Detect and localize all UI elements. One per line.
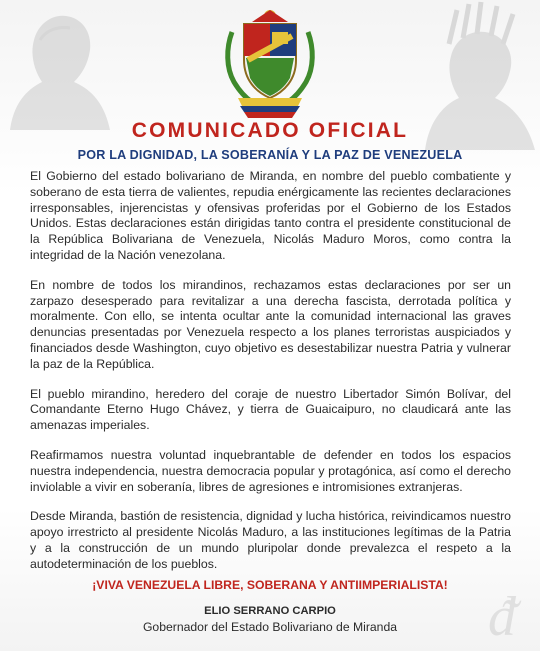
bolivar-portrait-watermark — [0, 0, 120, 130]
communique-body — [30, 169, 511, 587]
decorative-script-watermark: ᵭ — [488, 586, 518, 648]
paragraph-1: El Gobierno del estado bolivariano de Miranda, en nombre del pueblo combatiente y soberano de esta tierra de valientes, repudia enérgicamente las recientes declaraciones irresponsables, injerencistas y ofensivas proferidas por el Gobierno de los Estados Unidos. Estas declaraciones están dirigidas tanto contra el presidente constitucional de la República Bolivariana de Venezuela, Nicolás Maduro Moros, como contra la integridad de la Nación venezolana. — [30, 169, 511, 262]
page-title: COMUNICADO OFICIAL — [131, 119, 409, 142]
paragraph-3: El pueblo mirandino, heredero del coraje de nuestro Libertador Simón Bolívar, del Comandante Eterno Hugo Chávez, y tierra de Guaicaipuro, no claudicará ante las amenazas imperiales. — [30, 386, 511, 433]
paragraph-4: Reafirmamos nuestra voluntad inquebrantable de defender en todos los espacios nuestra independencia, nuestra democracia popular y protagónica, así como el derecho inviolable a vivir en soberanía, libres de agresiones e intromisiones extranjeras. — [30, 447, 511, 494]
paragraph-2: En nombre de todos los mirandinos, rechazamos estas declaraciones por ser un zarpazo desesperado para revitalizar a una derecha fascista, derrotada política y moralmente. Con ello, se intenta ocultar ante la comunidad internacional las graves denuncias presentadas por Venezuela respecto a los planes terroristas auspiciados y financiados desde Washington, cuyo objetivo es desestabilizar nuestra Patria y vulnerar la paz de la República. — [30, 277, 511, 371]
paragraph-5: Desde Miranda, bastión de resistencia, dignidad y lucha histórica, reivindicamos nuestro apoyo irrestricto al presidente Nicolás Maduro, a las instituciones legítimas de la Patria y a la construcción de un mundo pluripolar donde prevalezca el respeto a la autodeterminación de los pueblos. — [30, 509, 511, 571]
page-subtitle: POR LA DIGNIDAD, LA SOBERANÍA Y LA PAZ DE VENEZUELA — [77, 148, 463, 162]
closing-slogan: ¡VIVA VENEZUELA LIBRE, SOBERANA Y ANTIIMPERIALISTA! — [92, 578, 448, 592]
signer-name: ELIO SERRANO CARPIO — [204, 605, 336, 617]
signer-title: Gobernador del Estado Bolivariano de Miranda — [142, 620, 398, 634]
miranda-coat-of-arms-icon — [222, 6, 318, 120]
